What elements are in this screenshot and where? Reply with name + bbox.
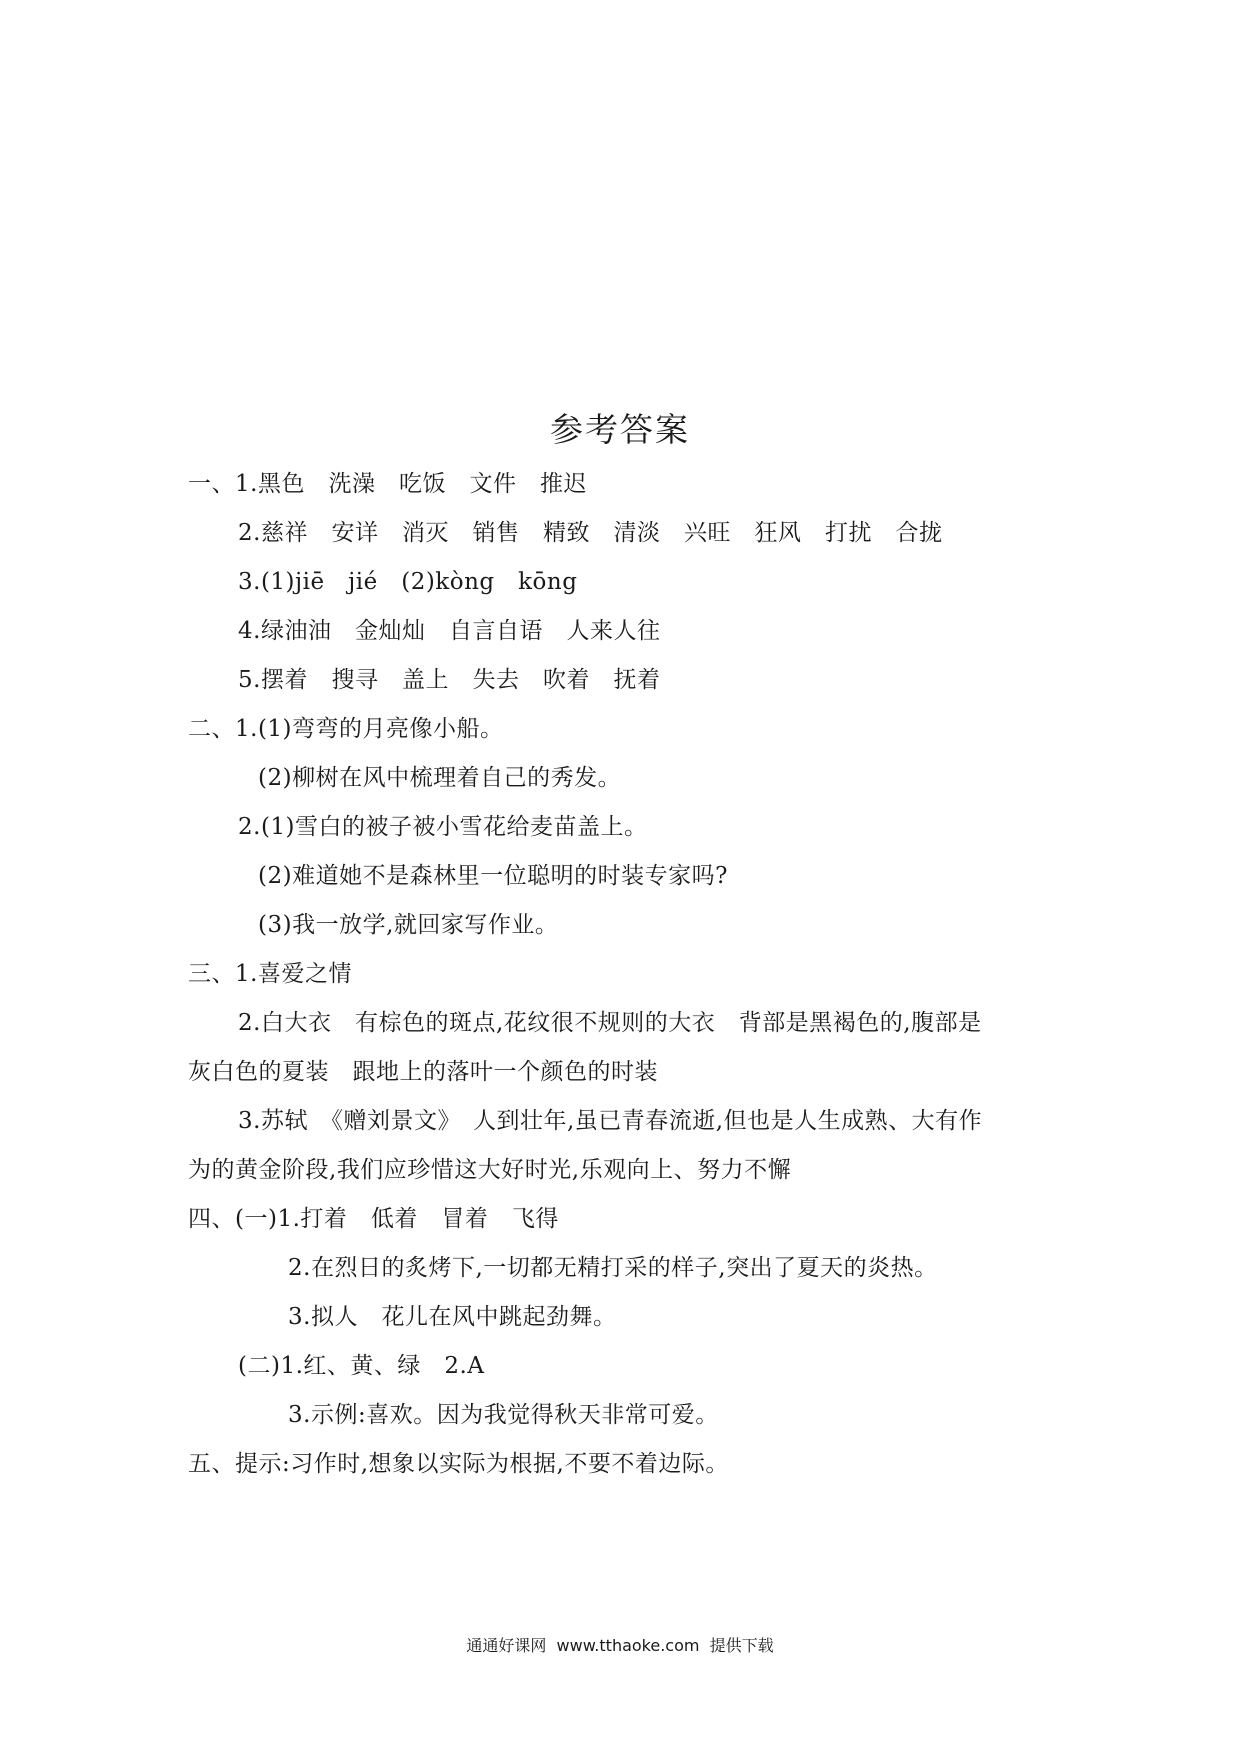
answer-line-4-4: (二)1.红、黄、绿 2.A (238, 1353, 485, 1379)
answer-line-3-2: 2.白大衣 有棕色的斑点,花纹很不规则的大衣 背部是黑褐色的,腹部是 (238, 1010, 982, 1036)
page-title: 参考答案 (550, 410, 690, 449)
answer-line-2-3: 2.(1)雪白的被子被小雪花给麦苗盖上。 (238, 814, 648, 840)
answer-line-3-2-cont: 灰白色的夏装 跟地上的落叶一个颜色的时装 (188, 1059, 658, 1085)
answer-line-4-1: 四、(一)1.打着 低着 冒着 飞得 (188, 1206, 559, 1232)
answer-line-3-3: 3.苏轼 《赠刘景文》 人到壮年,虽已青春流逝,但也是人生成熟、大有作 (238, 1108, 983, 1134)
answer-line-4-3: 3.拟人 花儿在风中跳起劲舞。 (288, 1304, 617, 1330)
answer-line-4-5: 3.示例:喜欢。因为我觉得秋天非常可爱。 (288, 1402, 719, 1428)
answer-line-1-2: 2.慈祥 安详 消灭 销售 精致 清淡 兴旺 狂风 打扰 合拢 (238, 520, 943, 546)
answer-line-1-5: 5.摆着 搜寻 盖上 失去 吹着 抚着 (238, 667, 661, 693)
answer-line-2-4: (2)难道她不是森林里一位聪明的时装专家吗? (258, 863, 728, 889)
answer-line-1-4: 4.绿油油 金灿灿 自言自语 人来人往 (238, 618, 661, 644)
answer-line-2-2: (2)柳树在风中梳理着自己的秀发。 (258, 765, 622, 791)
answer-line-1-1: 一、1.黑色 洗澡 吃饭 文件 推迟 (188, 471, 587, 497)
answer-line-2-1: 二、1.(1)弯弯的月亮像小船。 (188, 716, 504, 742)
answer-line-4-2: 2.在烈日的炙烤下,一切都无精打采的样子,突出了夏天的炎热。 (288, 1255, 938, 1281)
answer-line-5-1: 五、提示:习作时,想象以实际为根据,不要不着边际。 (188, 1451, 729, 1477)
footer-source: 通通好课网 www.tthaoke.com 提供下载 (466, 1636, 774, 1655)
answer-line-3-1: 三、1.喜爱之情 (188, 961, 352, 987)
answer-line-3-3-cont: 为的黄金阶段,我们应珍惜这大好时光,乐观向上、努力不懈 (188, 1157, 792, 1183)
answer-line-2-5: (3)我一放学,就回家写作业。 (258, 912, 559, 938)
answer-line-1-3: 3.(1)jiē jié (2)kòng kōng (238, 569, 578, 595)
